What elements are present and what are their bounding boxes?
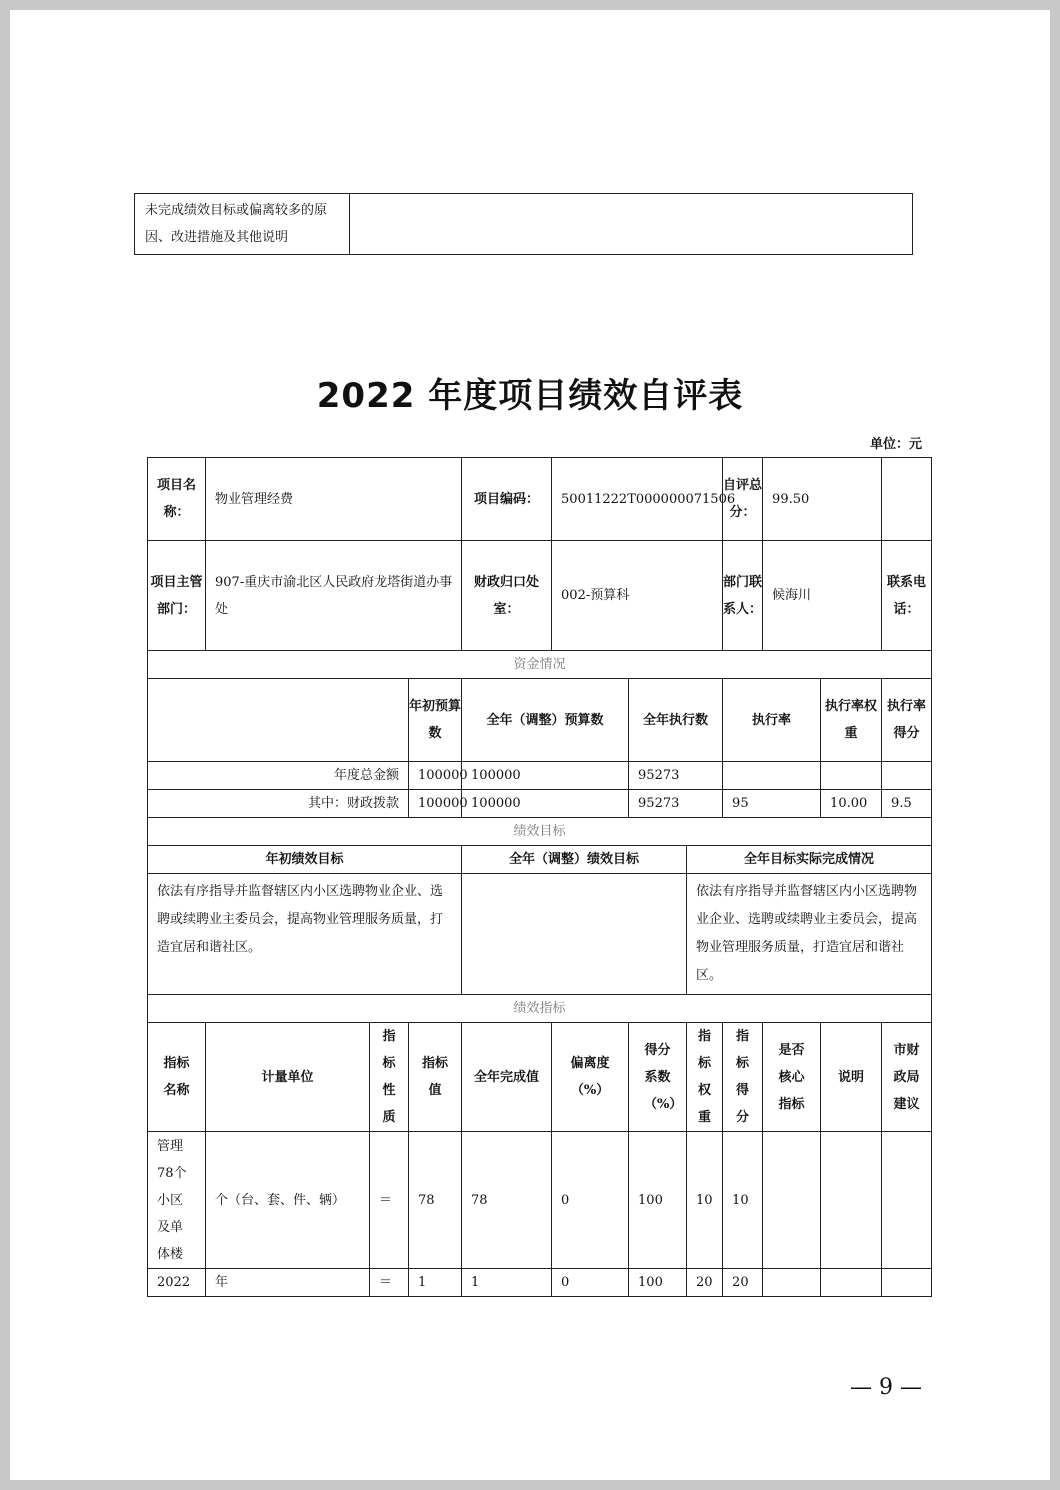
- indicator-suggestion: [882, 1132, 932, 1269]
- indicator-score: 20: [723, 1269, 763, 1297]
- funds-cell: 100000: [462, 762, 629, 790]
- project-name-value: 物业管理经费: [206, 458, 462, 541]
- funds-cell: [821, 762, 882, 790]
- indicator-coefficient: 100: [629, 1269, 687, 1297]
- indicator-note: [821, 1132, 882, 1269]
- indicator-header: 指标性质: [370, 1023, 409, 1132]
- self-evaluation-table: [147, 457, 932, 1297]
- funds-cell: 10.00: [821, 790, 882, 818]
- goal-initial: 依法有序指导并监督辖区内小区选聘物业企业、选聘或续聘业主委员会，提高物业管理服务质量，打造宜居和谐社区。: [148, 874, 462, 995]
- dept-label: 项目主管部门：: [148, 541, 206, 651]
- funds-cell: 95: [723, 790, 821, 818]
- goals-header: 全年（调整）绩效目标: [462, 846, 687, 874]
- funds-cell: 95273: [629, 762, 723, 790]
- funds-cell: [882, 762, 932, 790]
- indicator-weight: 20: [687, 1269, 723, 1297]
- office-label: 财政归口处室：: [462, 541, 552, 651]
- indicator-header: 计量单位: [206, 1023, 370, 1132]
- funds-header: 年初预算数: [409, 679, 462, 762]
- goals-header-row: [148, 846, 932, 874]
- funds-header: 执行率权重: [821, 679, 882, 762]
- indicator-score: 10: [723, 1132, 763, 1269]
- funds-cell: 100000: [462, 790, 629, 818]
- funds-header-row: [148, 679, 932, 762]
- indicator-header: 偏离度（%）: [552, 1023, 629, 1132]
- indicator-header: 全年完成值: [462, 1023, 552, 1132]
- funds-section-title: 资金情况: [148, 651, 932, 679]
- empty-cell: [882, 458, 932, 541]
- project-name-label: 项目名称：: [148, 458, 206, 541]
- info-row-1: [148, 458, 932, 541]
- indicator-weight: 10: [687, 1132, 723, 1269]
- funds-row-label: 其中：财政拨款: [148, 790, 409, 818]
- funds-cell: 100000: [409, 790, 462, 818]
- indicator-header: 说明: [821, 1023, 882, 1132]
- goals-header: 年初绩效目标: [148, 846, 462, 874]
- indicator-unit: 个（台、套、件、辆）: [206, 1132, 370, 1269]
- page-number: — 9 —: [850, 1375, 922, 1400]
- reason-label: 未完成绩效目标或偏离较多的原因、改进措施及其他说明: [135, 194, 350, 255]
- funds-row-label: 年度总金额: [148, 762, 409, 790]
- indicator-core: [763, 1132, 821, 1269]
- funds-cell: 9.5: [882, 790, 932, 818]
- indicator-header: 得分系数（%）: [629, 1023, 687, 1132]
- goals-section-row: [148, 818, 932, 846]
- indicator-suggestion: [882, 1269, 932, 1297]
- document-page: [10, 10, 1050, 1480]
- funds-cell: [723, 762, 821, 790]
- info-row-2: [148, 541, 932, 651]
- contact-label: 部门联系人：: [723, 541, 763, 651]
- contact-value: 候海川: [763, 541, 882, 651]
- office-value: 002-预算科: [552, 541, 723, 651]
- indicator-deviation: 0: [552, 1269, 629, 1297]
- unit-label: 单位：元: [869, 437, 922, 452]
- indicator-actual: 1: [462, 1269, 552, 1297]
- indicator-header: 是否核心指标: [763, 1023, 821, 1132]
- indicator-header: 指标名称: [148, 1023, 206, 1132]
- goal-adjusted: [462, 874, 687, 995]
- indicator-target: 78: [409, 1132, 462, 1269]
- funds-header: 执行率: [723, 679, 821, 762]
- goal-actual: 依法有序指导并监督辖区内小区选聘物业企业、选聘或续聘业主委员会，提高物业管理服务质量，打造宜居和谐社区。: [687, 874, 932, 995]
- funds-section-row: [148, 651, 932, 679]
- indicator-name: 2022: [148, 1269, 206, 1297]
- indicator-nature: ＝: [370, 1269, 409, 1297]
- indicator-nature: ＝: [370, 1132, 409, 1269]
- indicator-target: 1: [409, 1269, 462, 1297]
- goals-header: 全年目标实际完成情况: [687, 846, 932, 874]
- project-code-label: 项目编码：: [462, 458, 552, 541]
- previous-table-tail: [134, 193, 913, 255]
- funds-row: [148, 790, 932, 818]
- indicator-row: [148, 1132, 932, 1269]
- funds-cell: 100000: [409, 762, 462, 790]
- empty-cell: [148, 679, 409, 762]
- indicator-header: 指标值: [409, 1023, 462, 1132]
- indicator-note: [821, 1269, 882, 1297]
- funds-cell: 95273: [629, 790, 723, 818]
- page-title: 2022 年度项目绩效自评表: [316, 376, 744, 416]
- reason-value: [350, 194, 913, 255]
- indicators-section-title: 绩效指标: [148, 995, 932, 1023]
- funds-row: [148, 762, 932, 790]
- score-value: 99.50: [763, 458, 882, 541]
- dept-value: 907-重庆市渝北区人民政府龙塔街道办事处: [206, 541, 462, 651]
- indicators-section-row: [148, 995, 932, 1023]
- project-code-value: 50011222T000000071506: [552, 458, 723, 541]
- indicator-header: 指标得分: [723, 1023, 763, 1132]
- funds-header: 全年执行数: [629, 679, 723, 762]
- indicator-coefficient: 100: [629, 1132, 687, 1269]
- score-label: 自评总分：: [723, 458, 763, 541]
- indicators-header-row: [148, 1023, 932, 1132]
- goals-section-title: 绩效目标: [148, 818, 932, 846]
- indicator-header: 指标权重: [687, 1023, 723, 1132]
- indicator-unit: 年: [206, 1269, 370, 1297]
- indicator-row: [148, 1269, 932, 1297]
- funds-header: 全年（调整）预算数: [462, 679, 629, 762]
- goals-content-row: [148, 874, 932, 995]
- funds-header: 执行率得分: [882, 679, 932, 762]
- indicator-actual: 78: [462, 1132, 552, 1269]
- indicator-name: 管理78个小区及单体楼: [148, 1132, 206, 1269]
- indicator-deviation: 0: [552, 1132, 629, 1269]
- phone-label: 联系电话：: [882, 541, 932, 651]
- indicator-core: [763, 1269, 821, 1297]
- indicator-header: 市财政局建议: [882, 1023, 932, 1132]
